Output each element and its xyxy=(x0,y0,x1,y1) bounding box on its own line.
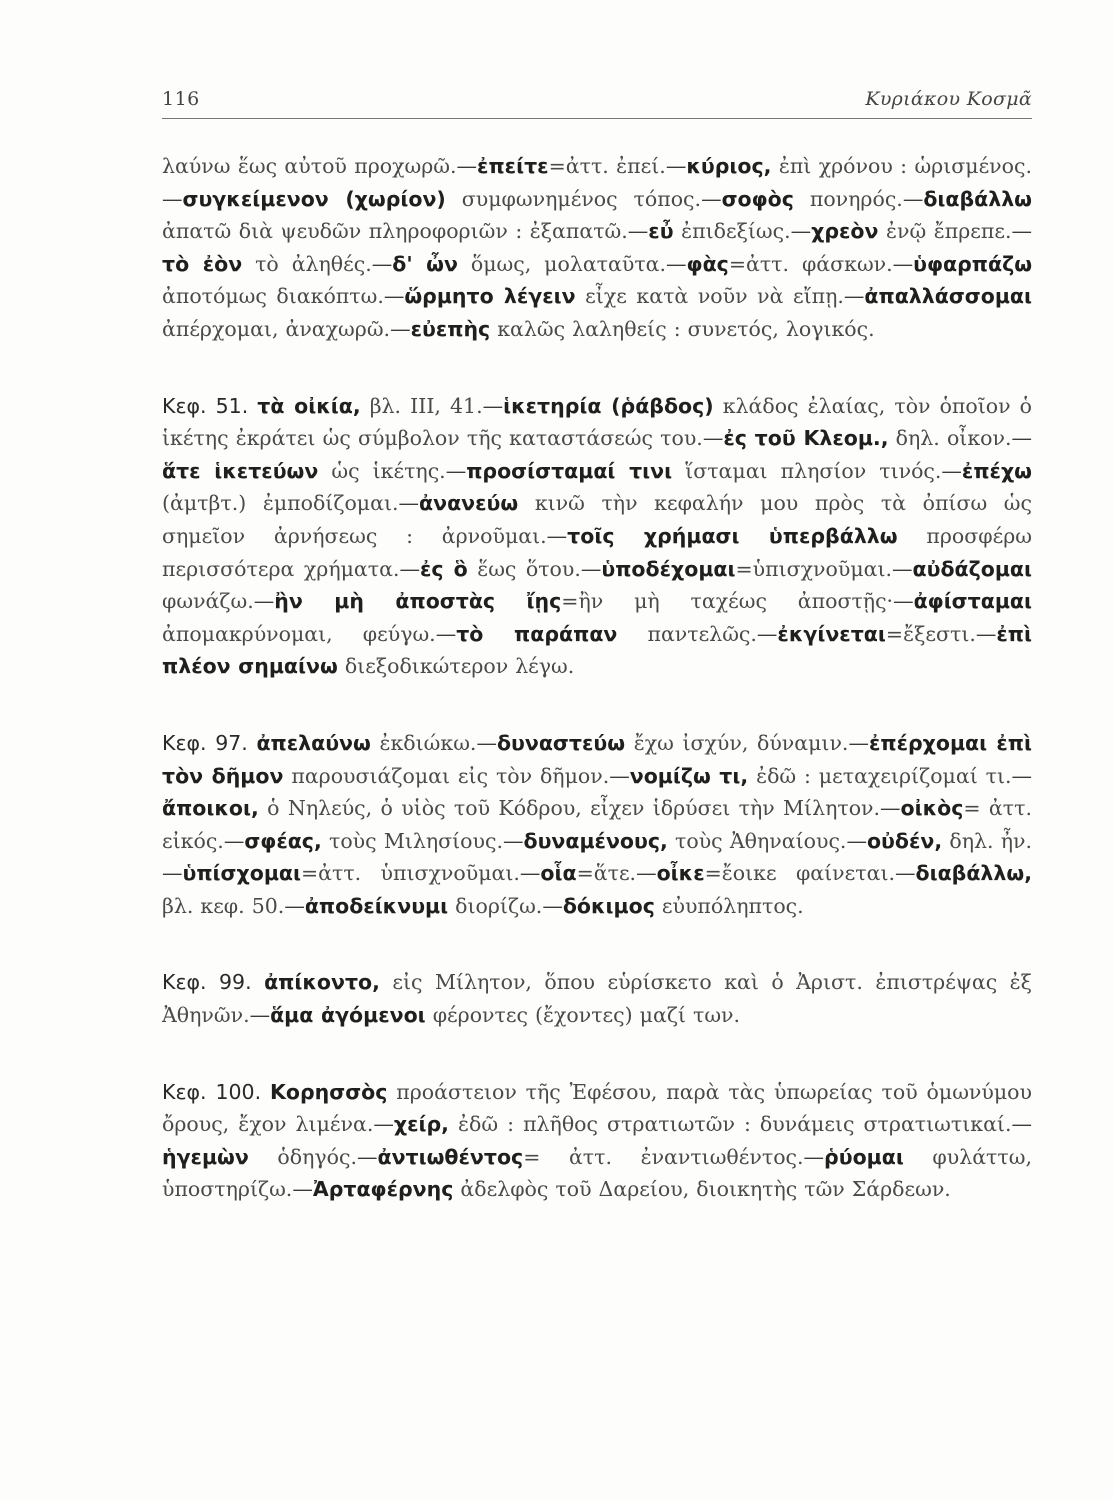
entry-gloss: ὡς ἱκέτης. xyxy=(331,458,446,483)
glossary-entry xyxy=(162,252,372,276)
entry-gloss: ἵσταμαι πλησίον τινός. xyxy=(685,458,942,483)
entry-separator: — xyxy=(356,1144,378,1169)
glossary-entry xyxy=(313,1177,951,1201)
entry-separator: — xyxy=(702,426,724,451)
entry-gloss: προάστειον τῆς Ἐφέσου, παρὰ τὰς ὑπωρείας τοῦ ὁμωνύμου ὄρους, ἔχον λιμένα. xyxy=(162,1079,1032,1137)
entry-gloss: κλάδος ἐλαίας, τὸν ὁποῖον ὁ ἱκέτης ἐκράτει ὡς σύμβολον τῆς καταστάσεώς του. xyxy=(162,393,1032,451)
glossary-body xyxy=(162,150,1032,1206)
entry-headword: ἐκγίνεται xyxy=(777,621,886,646)
glossary-entry xyxy=(183,861,520,885)
entry-headword: οἰκὸς xyxy=(900,796,964,821)
entry-gloss: = ἀττ. εἰκός. xyxy=(162,796,1032,853)
entry-separator: — xyxy=(284,893,305,918)
entry-separator: — xyxy=(666,251,687,276)
glossary-entry xyxy=(477,154,666,178)
entry-gloss: καλῶς λαληθείς : συνετός, λογικός. xyxy=(497,316,875,341)
entry-gloss: ὁ Νηλεύς, ὁ υἱὸς τοῦ Κόδρου, εἶχεν ἱδρύσει τὴν Μίλητον. xyxy=(267,796,881,821)
glossary-entry xyxy=(630,764,1012,788)
entry-headword: Ἀρταφέρνης xyxy=(312,1177,454,1202)
entry-headword: ὑπίσχομαι xyxy=(182,861,301,886)
entry-separator: — xyxy=(398,491,420,516)
glossary-entry xyxy=(270,1003,740,1027)
entry-separator: — xyxy=(580,556,602,581)
entry-headword: ἀπίκοντο, xyxy=(264,970,380,995)
entry-gloss: ἐπὶ χρόνου : ὡρισμένος. xyxy=(778,154,1032,178)
entry-separator: — xyxy=(1011,1112,1032,1137)
entry-headword: ἐς τοῦ Κλεομ., xyxy=(723,426,889,451)
entry-gloss: ἐδῶ : πλῆθος στρατιωτῶν : δυνάμεις στρατιωτικαί. xyxy=(458,1112,1012,1137)
entry-gloss: τὸ ἀληθές. xyxy=(255,251,372,276)
entry-headword: οἶκε xyxy=(656,861,705,886)
entry-separator: — xyxy=(701,186,722,211)
entry-headword: δόκιμος xyxy=(562,893,655,918)
entry-headword: δ' ὦν xyxy=(392,251,458,276)
entry-headword: ἀντιωθέντος xyxy=(377,1144,524,1169)
entry-separator: — xyxy=(435,621,457,646)
glossary-paragraph xyxy=(162,727,1032,923)
entry-gloss: ὁδηγός. xyxy=(277,1144,357,1169)
entry-headword: ἐπείτε xyxy=(477,154,549,178)
entry-headword: ἐπέρχομαι ἐπὶ τὸν δῆμον xyxy=(162,730,1032,788)
entry-headword: ὑφαρπάζω xyxy=(913,251,1033,276)
entry-gloss: ἀπομακρύνομαι, φεύγω. xyxy=(162,621,436,646)
entry-headword: ἡγεμὼν xyxy=(162,1144,249,1169)
entry-headword: δυναστεύω xyxy=(496,730,626,755)
entry-separator: — xyxy=(843,284,865,309)
entry-gloss: εὐυπόληπτος. xyxy=(661,893,804,918)
glossary-entry xyxy=(392,252,666,276)
entry-headword: οἷα xyxy=(540,861,577,886)
entry-gloss: =ἀττ. ὑπισχνοῦμαι. xyxy=(300,861,520,886)
entry-headword: τὸ ἐὸν xyxy=(162,251,243,276)
glossary-entry xyxy=(274,589,893,613)
glossary-entry xyxy=(257,394,482,418)
entry-gloss: παντελῶς. xyxy=(647,621,757,646)
entry-separator: — xyxy=(892,251,914,276)
entry-separator: — xyxy=(476,730,497,755)
entry-gloss: συμφωνημένος τόπος. xyxy=(461,186,702,211)
glossary-entry xyxy=(867,829,1032,853)
entry-headword: νομίζω τι, xyxy=(629,763,749,788)
header-rule xyxy=(162,118,1032,119)
entry-separator: — xyxy=(975,621,997,646)
entry-gloss: ἕως ὅτου. xyxy=(477,556,581,581)
entry-gloss: ἐκδιώκω. xyxy=(379,730,477,755)
entry-gloss: τοὺς Μιλησίους. xyxy=(328,828,503,853)
entry-gloss: φωνάζω. xyxy=(162,589,254,614)
entry-headword: ἅμα ἀγόμενοι xyxy=(270,1003,426,1028)
entry-headword: Κορησσὸς xyxy=(269,1079,388,1104)
entry-separator: — xyxy=(627,219,649,244)
entry-separator: — xyxy=(373,1112,394,1137)
entry-headword: οὐδέν, xyxy=(866,828,943,853)
glossary-paragraph xyxy=(162,1076,1032,1206)
entry-gloss: διεξοδικώτερον λέγω. xyxy=(344,654,575,679)
glossary-paragraph xyxy=(162,390,1032,683)
entry-separator: — xyxy=(880,796,901,821)
entry-gloss: ἐνῷ ἔπρεπε. xyxy=(886,219,1012,244)
page-header xyxy=(162,88,1032,118)
glossary-entry xyxy=(723,426,1011,450)
entry-headword: εὖ xyxy=(648,219,674,244)
entry-headword: τὰ οἰκία, xyxy=(257,393,361,418)
entry-separator: — xyxy=(253,589,275,614)
entry-headword: διαβάλλω, xyxy=(915,861,1032,886)
entry-separator: — xyxy=(1011,426,1032,451)
glossary-entry xyxy=(411,317,875,341)
entry-headword: ἱκετηρία (ῥάβδος) xyxy=(503,393,714,418)
entry-headword: ἐς ὃ xyxy=(419,556,468,581)
entry-gloss: τοὺς Ἀθηναίους. xyxy=(675,828,847,853)
glossary-paragraph xyxy=(162,150,1032,346)
entry-headword: χείρ, xyxy=(393,1112,449,1137)
entry-gloss: λαύνω ἕως αὐτοῦ προχωρῶ. xyxy=(162,154,457,178)
entry-headword: ὥρμητο λέγειν xyxy=(404,284,576,309)
glossary-entry xyxy=(244,829,503,853)
glossary-entry xyxy=(162,459,446,483)
entry-headword: διαβάλλω xyxy=(923,186,1032,211)
entry-gloss: (ἀμτβτ.) ἐμποδίζομαι. xyxy=(162,491,399,516)
glossary-entry xyxy=(687,252,893,276)
entry-separator: — xyxy=(790,219,812,244)
entry-headword: τοῖς χρήμασι ὑπερβάλλω xyxy=(567,523,898,548)
glossary-entry xyxy=(523,829,846,853)
entry-separator: — xyxy=(223,828,245,853)
entry-separator: — xyxy=(502,828,524,853)
entry-gloss: =ὑπισχνοῦμαι. xyxy=(735,556,893,581)
entry-headword: ἐπὶ πλέον σημαίνω xyxy=(162,621,1032,679)
entry-separator: — xyxy=(249,1003,271,1028)
entry-separator: — xyxy=(162,861,183,886)
entry-headword: ἀποδείκνυμι xyxy=(304,893,449,918)
entry-gloss: ἐδῶ : μεταχειρίζομαί τι. xyxy=(756,763,1012,788)
entry-headword: δυναμένους, xyxy=(523,828,668,853)
entry-headword: σοφὸς xyxy=(721,186,794,211)
glossary-entry xyxy=(256,731,476,755)
entry-separator: — xyxy=(399,556,420,581)
glossary-entry xyxy=(377,1145,803,1169)
entry-gloss: βλ. κεφ. 50. xyxy=(162,893,285,918)
entry-separator: — xyxy=(895,861,916,886)
glossary-entry xyxy=(394,1112,1012,1136)
glossary-entry xyxy=(183,187,702,211)
entry-headword: κύριος, xyxy=(686,154,772,178)
glossary-entry xyxy=(456,622,757,646)
entry-separator: — xyxy=(1011,219,1032,244)
entry-separator: — xyxy=(941,458,962,483)
entry-headword: ἅτε ἱκετεύων xyxy=(162,458,319,483)
chapter-label: Κεφ. 100. xyxy=(162,1079,262,1104)
chapter-label: Κεφ. 51. xyxy=(162,393,249,418)
chapter-label: Κεφ. 97. xyxy=(162,730,248,755)
entry-separator: — xyxy=(756,621,778,646)
entry-separator: — xyxy=(546,523,568,548)
entry-gloss: πονηρός. xyxy=(809,186,903,211)
entry-gloss: παρουσιάζομαι εἰς τὸν δῆμον. xyxy=(291,763,610,788)
entry-gloss: ἔχω ἰσχύν, δύναμιν. xyxy=(633,730,849,755)
glossary-entry xyxy=(563,894,804,918)
entry-separator: — xyxy=(848,730,869,755)
glossary-entry xyxy=(777,622,975,646)
glossary-entry xyxy=(601,557,892,581)
entry-gloss: =ἔοικε φαίνεται. xyxy=(704,861,896,886)
glossary-entry xyxy=(420,557,581,581)
entry-separator: — xyxy=(542,893,563,918)
entry-separator: — xyxy=(383,284,405,309)
entry-separator: — xyxy=(456,154,478,178)
glossary-entry xyxy=(648,219,790,243)
entry-headword: αὐδάζομαι xyxy=(912,556,1032,581)
entry-separator: — xyxy=(1011,763,1033,788)
entry-headword: ἢν μὴ ἀποστὰς ἴῃς xyxy=(274,589,562,614)
entry-separator: — xyxy=(636,861,657,886)
entry-gloss: ἀδελφὸς τοῦ Δαρείου, διοικητὴς τῶν Σάρδεων. xyxy=(460,1177,951,1202)
entry-gloss: διορίζω. xyxy=(455,893,543,918)
entry-separator: — xyxy=(902,186,924,211)
entry-gloss: =ἀττ. ἐπεί. xyxy=(548,154,666,178)
entry-separator: — xyxy=(292,1177,313,1202)
entry-separator: — xyxy=(371,251,393,276)
entry-separator: — xyxy=(846,828,867,853)
glossary-entry xyxy=(722,187,903,211)
entry-separator: — xyxy=(892,556,913,581)
chapter-label: Κεφ. 99. xyxy=(162,970,252,995)
entry-headword: φὰς xyxy=(686,251,729,276)
entry-headword: τὸ παράπαν xyxy=(456,621,618,646)
entry-headword: ἄποικοι, xyxy=(162,796,259,821)
entry-headword: ἀπαλλάσσομαι xyxy=(864,284,1032,309)
entry-headword: χρεὸν xyxy=(811,219,879,244)
entry-gloss: =ἀττ. φάσκων. xyxy=(728,251,893,276)
entry-headword: συγκείμενον (χωρίον) xyxy=(182,186,446,211)
entry-headword: ὑποδέχομαι xyxy=(601,556,736,581)
entry-gloss: βλ. III, 41. xyxy=(369,393,483,418)
entry-separator: — xyxy=(519,861,541,886)
entry-gloss: =ἢν μὴ ταχέως ἀποστῇς· xyxy=(561,589,894,614)
entry-gloss: δηλ. οἶκον. xyxy=(895,426,1012,451)
entry-gloss: ἀπέρχομαι, ἀναχωρῶ. xyxy=(162,316,391,341)
entry-separator: — xyxy=(893,589,914,614)
entry-gloss: φυλάττω, ὑποστηρίζω. xyxy=(162,1144,1032,1202)
entry-separator: — xyxy=(445,458,467,483)
glossary-entry xyxy=(404,284,844,308)
entry-gloss: φέροντες (ἔχοντες) μαζί των. xyxy=(432,1003,741,1028)
glossary-entry xyxy=(657,861,895,885)
entry-headword: ἀπελαύνω xyxy=(256,730,371,755)
entry-headword: σφέας, xyxy=(244,828,322,853)
entry-gloss: = ἀττ. ἐναντιωθέντος. xyxy=(523,1144,804,1169)
entry-separator: — xyxy=(665,154,687,178)
entry-gloss: ἀπατῶ διὰ ψευδῶν πληροφοριῶν : ἐξαπατῶ. xyxy=(162,219,628,244)
entry-separator: — xyxy=(162,186,183,211)
entry-separator: — xyxy=(390,316,411,341)
entry-headword: ἀφίσταμαι xyxy=(913,589,1032,614)
entry-gloss: δηλ. ἦν. xyxy=(949,828,1033,853)
entry-gloss: ἐπιδεξίως. xyxy=(681,219,791,244)
entry-gloss: εἰς Μίλητον, ὅπου εὑρίσκετο καὶ ὁ Ἀριστ. ἐπιστρέψας ἐξ Ἀθηνῶν. xyxy=(162,970,1032,1028)
entry-separator: — xyxy=(609,763,630,788)
glossary-entry xyxy=(162,1145,357,1169)
entry-gloss: ἀποτόμως διακόπτω. xyxy=(162,284,384,309)
entry-headword: ῥύομαι xyxy=(824,1144,904,1169)
entry-separator: — xyxy=(482,393,504,418)
glossary-entry xyxy=(497,731,849,755)
glossary-entry xyxy=(811,219,1011,243)
entry-gloss: ὅμως, μολαταῦτα. xyxy=(470,251,667,276)
entry-headword: εὐεπὴς xyxy=(410,316,491,341)
entry-gloss: =ἅτε. xyxy=(576,861,637,886)
entry-headword: ἀνανεύω xyxy=(419,491,519,516)
glossary-entry xyxy=(162,154,457,178)
entry-gloss: προσφέρω περισσότερα χρήματα. xyxy=(162,523,1032,581)
glossary-entry xyxy=(466,459,941,483)
glossary-entry xyxy=(540,861,636,885)
entry-gloss: =ἔξεστι. xyxy=(885,621,976,646)
page-number: 116 xyxy=(162,88,200,110)
glossary-entry xyxy=(162,796,880,820)
entry-headword: ἐπέχω xyxy=(961,458,1033,483)
glossary-entry xyxy=(686,154,1032,178)
entry-headword: προσίσταμαί τινι xyxy=(466,458,673,483)
entry-gloss: εἶχε κατὰ νοῦν νὰ εἴπῃ. xyxy=(585,284,844,309)
entry-gloss: κινῶ τὴν κεφαλήν μου πρὸς τὰ ὀπίσω ὡς σημεῖον ἀρνήσεως : ἀρνοῦμαι. xyxy=(162,491,1032,548)
entry-separator: — xyxy=(803,1144,825,1169)
running-title: Κυριάκου Κοσμᾶ xyxy=(865,88,1032,110)
glossary-entry xyxy=(305,894,543,918)
glossary-paragraph xyxy=(162,966,1032,1031)
